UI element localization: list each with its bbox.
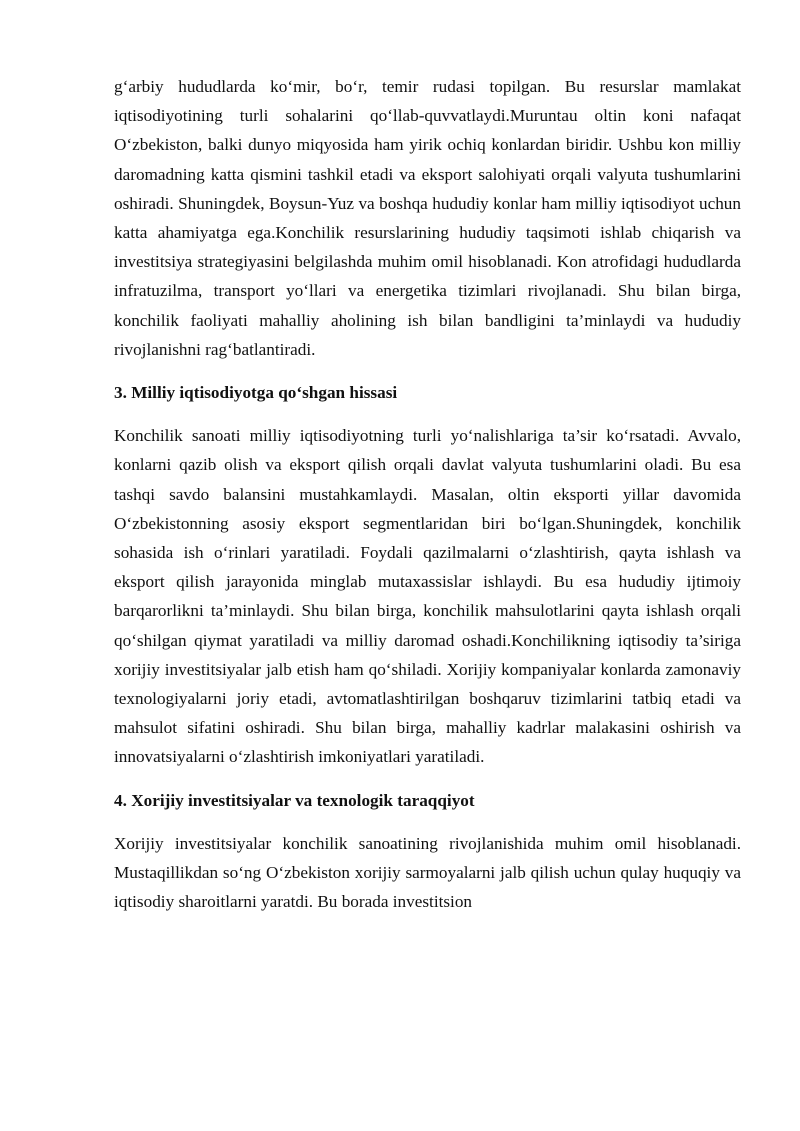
section-heading-foreign-investment: 4. Xorijiy investitsiyalar va texnologik taraqqiyot — [114, 790, 475, 810]
paragraph-economic-contribution: Konchilik sanoati milliy iqtisodiyotning turli yo‘nalishlariga ta’sir ko‘rsatadi. Avvalo, konlarni qazib olish va eksport qilish orqali davlat valyuta tushumlarini oladi. Bu esa tashqi savdo balansini mustahkamlaydi. Masalan, oltin eksporti yillar davomida O‘zbekistonning asosiy eksport segmentlaridan biri bo‘lgan.Shuningdek, konchilik sohasida ish o‘rinlari yaratiladi. Foydali qazilmalarni o‘zlashtirish, qayta ishlash va eksport qilish jarayonida minglab mutaxassislar ishlaydi. Bu esa hududiy ijtimoiy barqarorlikni ta’minlaydi. Shu bilan birga, konchilik mahsulotlarini qayta ishlash orqali qo‘shilgan qiymat yaratiladi va milliy daromad oshadi.Konchilikning iqtisodiy ta’siriga xorijiy investitsiyalar jalb etish ham qo‘shiladi. Xorijiy kompaniyalar konlarda zamonaviy texnologiyalarni joriy etadi, avtomatlashtirilgan boshqaruv tizimlarini tatbiq etadi va mahsulot sifatini oshiradi. Shu bilan birga, mahalliy kadrlar malakasini oshirish va innovatsiyalarni o‘zlashtirish imkoniyatlari yaratiladi. — [114, 426, 741, 767]
document-body — [114, 72, 741, 916]
section-heading-national-economy: 3. Milliy iqtisodiyotga qo‘shgan hissasi — [114, 383, 398, 403]
paragraph-mineral-resources: g‘arbiy hududlarda ko‘mir, bo‘r, temir rudasi topilgan. Bu resurslar mamlakat iqtisodiyotining turli sohalarini qo‘llab-quvvatlaydi.Muruntau oltin koni nafaqat O‘zbekiston, balki dunyo miqyosida ham yirik ochiq konlardan biridir. Ushbu kon milliy daromadning katta qismini tashkil etadi va eksport salohiyati orqali valyuta tushumlarini oshiradi. Shuningdek, Boysun-Yuz va boshqa hududiy konlar ham milliy iqtisodiyot uchun katta ahamiyatga ega.Konchilik resurslarining hududiy taqsimoti ishlab chiqarish va investitsiya strategiyasini belgilashda muhim omil hisoblanadi. Kon atrofidagi hududlarda infratuzilma, transport yo‘llari va energetika tizimlari rivojlanadi. Shu bilan birga, konchilik faoliyati mahalliy aholining ish bilan bandligini ta’minlaydi va hududiy rivojlanishni rag‘batlantiradi. — [114, 77, 741, 359]
paragraph-foreign-investment: Xorijiy investitsiyalar konchilik sanoatining rivojlanishida muhim omil hisoblanadi. Mustaqillikdan so‘ng O‘zbekiston xorijiy sarmoyalarni jalb qilish uchun qulay huquqiy va iqtisodiy sharoitlarni yaratdi. Bu borada investitsion — [114, 833, 741, 912]
